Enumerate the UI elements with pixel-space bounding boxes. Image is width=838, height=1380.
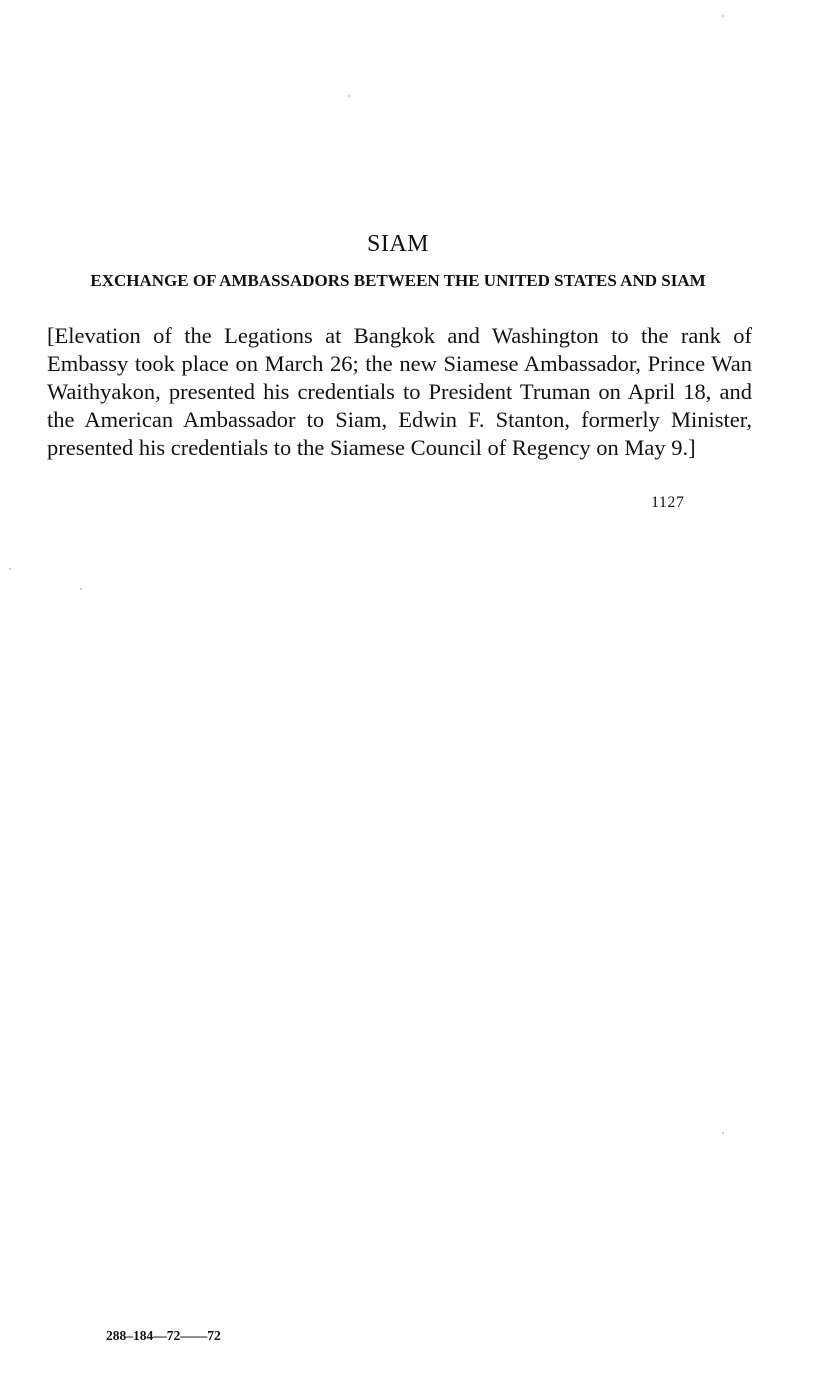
paper-speck	[722, 15, 724, 17]
page-number: 1127	[651, 494, 685, 511]
paper-speck	[348, 95, 350, 97]
paper-speck	[722, 1132, 724, 1134]
print-code: 288–184—72——72	[106, 1328, 221, 1343]
body-paragraph: [Elevation of the Legations at Bangkok and Washington to the rank of Embassy took place on March 26; the new Siamese Ambassador, Prince Wan Waithyakon, presented his credentials to President Truman on April 18, and the American Ambassador to Siam, Edwin F. Stanton, formerly Minister, presented his credentials to the Siamese Council of Regency on May 9.]	[47, 323, 752, 460]
paper-speck	[9, 568, 11, 570]
paper-speck	[80, 588, 82, 590]
section-title: SIAM	[366, 231, 429, 257]
document-heading: EXCHANGE OF AMBASSADORS BETWEEN THE UNITED STATES AND SIAM	[90, 271, 706, 290]
